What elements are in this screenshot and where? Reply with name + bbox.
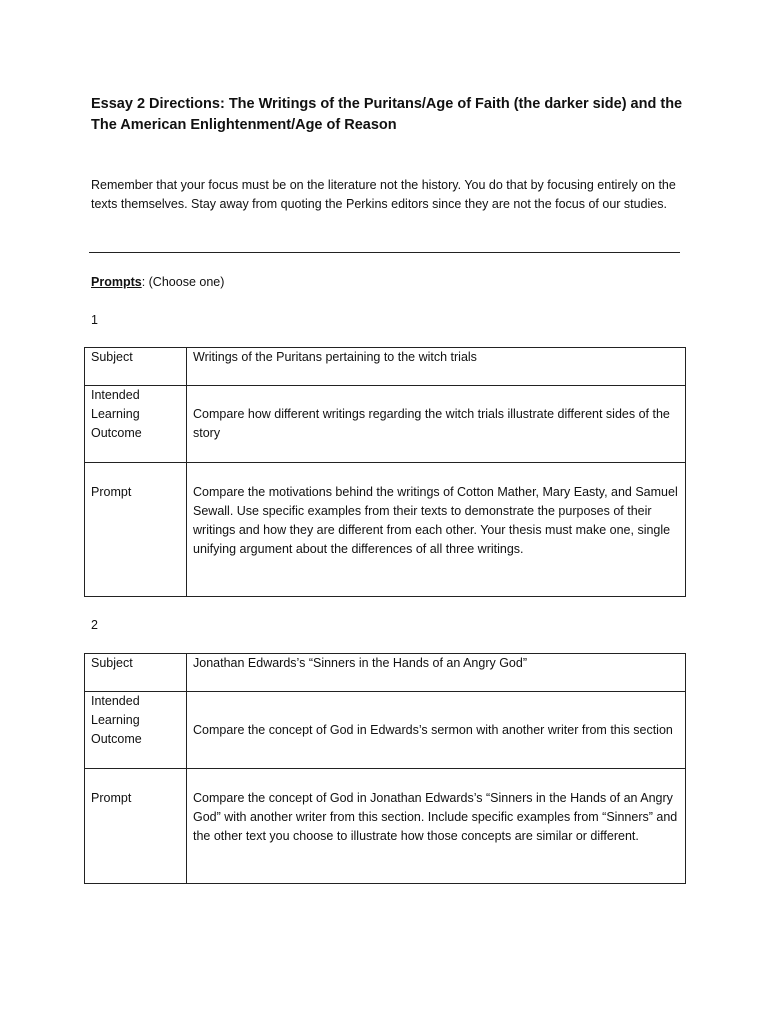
table-row-outcome [85, 692, 686, 769]
row-value: Compare the concept of God in Jonathan Edwards’s “Sinners in the Hands of an Angry God” with another writer from this section. Include specific examples from “Sinners” and the other text you choose to illustrate how those concepts are similar or different. [187, 769, 686, 884]
section-number-1: 1 [91, 313, 98, 327]
row-label: Intended Learning Outcome [85, 692, 187, 769]
horizontal-rule [89, 252, 680, 253]
section-number-2: 2 [91, 618, 98, 632]
row-label: Subject [85, 348, 187, 386]
prompt-table-2 [84, 653, 686, 884]
prompts-instruction: : (Choose one) [141, 275, 225, 289]
row-label: Intended Learning Outcome [85, 386, 187, 463]
row-label: Prompt [85, 769, 187, 884]
row-value: Compare the motivations behind the writings of Cotton Mather, Mary Easty, and Samuel Sewall. Use specific examples from their texts to demonstrate the purposes of their writings and how they are different from each other. Your thesis must make one, single unifying argument about the differences of all three writings. [187, 463, 686, 597]
table-row-outcome [85, 386, 686, 463]
table-row-subject [85, 654, 686, 692]
table-row-subject [85, 348, 686, 386]
essay-title: Essay 2 Directions: The Writings of the Puritans/Age of Faith (the darker side) and the The American Enlightenment/Age of Reason [91, 96, 683, 133]
prompt-table-1 [84, 347, 686, 597]
row-value: Compare how different writings regarding the witch trials illustrate different sides of the story [187, 386, 686, 463]
table-row-prompt [85, 769, 686, 884]
row-value: Jonathan Edwards’s “Sinners in the Hands of an Angry God” [187, 654, 686, 692]
row-label: Subject [85, 654, 187, 692]
prompts-heading [91, 273, 224, 292]
intro-paragraph: Remember that your focus must be on the literature not the history. You do that by focusing entirely on the texts themselves. Stay away from quoting the Perkins editors since they are not the focus of our studies. [91, 178, 676, 211]
row-value: Writings of the Puritans pertaining to the witch trials [187, 348, 686, 386]
row-value: Compare the concept of God in Edwards’s sermon with another writer from this section [187, 692, 686, 769]
prompts-label: Prompts [91, 275, 142, 289]
row-label: Prompt [85, 463, 187, 597]
table-row-prompt [85, 463, 686, 597]
